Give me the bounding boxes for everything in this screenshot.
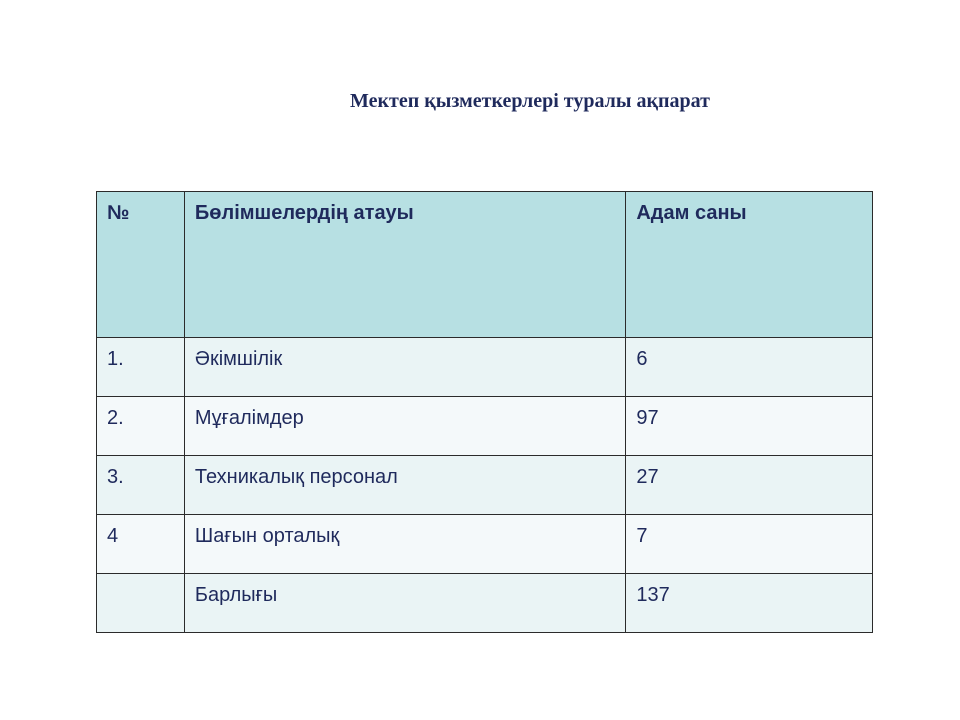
table-row — [97, 338, 873, 397]
row-count: 27 — [626, 456, 873, 515]
row-number — [97, 574, 185, 633]
row-count: 6 — [626, 338, 873, 397]
row-number: 1. — [97, 338, 185, 397]
staff-table — [96, 191, 873, 633]
row-number: 4 — [97, 515, 185, 574]
row-department: Шағын орталық — [184, 515, 625, 574]
table-header-row — [97, 192, 873, 338]
table-row — [97, 456, 873, 515]
table-row — [97, 397, 873, 456]
table-row-total — [97, 574, 873, 633]
row-department: Техникалық персонал — [184, 456, 625, 515]
row-department: Мұғалімдер — [184, 397, 625, 456]
row-number: 3. — [97, 456, 185, 515]
row-department: Барлығы — [184, 574, 625, 633]
document-title: Мектеп қызметкерлері туралы ақпарат — [350, 90, 710, 112]
header-people-count: Адам саны — [626, 192, 873, 338]
row-count: 137 — [626, 574, 873, 633]
row-count: 97 — [626, 397, 873, 456]
row-count: 7 — [626, 515, 873, 574]
table-row — [97, 515, 873, 574]
header-department-name: Бөлімшелердің атауы — [184, 192, 625, 338]
row-number: 2. — [97, 397, 185, 456]
row-department: Әкімшілік — [184, 338, 625, 397]
header-number: № — [97, 192, 185, 338]
